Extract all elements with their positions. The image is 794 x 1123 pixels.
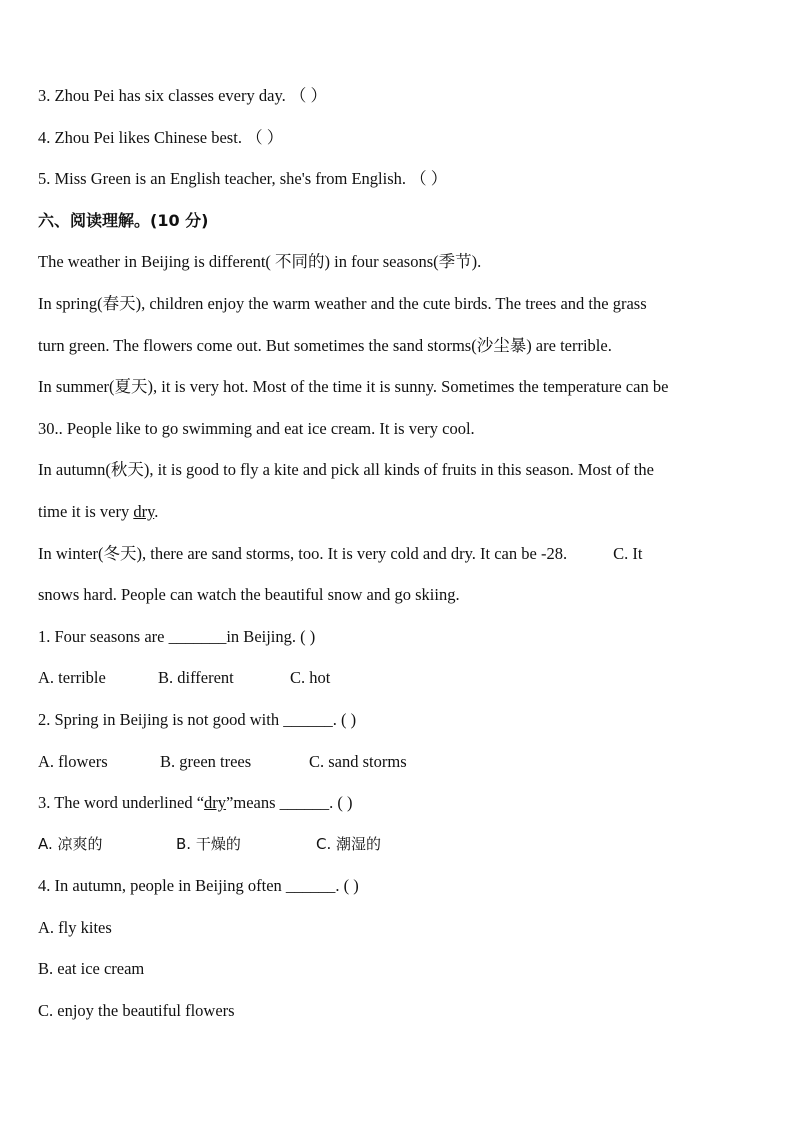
passage-line: snows hard. People can watch the beautiful snow and go skiing. [38,585,460,605]
true-false-item-4: 4. Zhou Pei likes Chinese best. （ ） [38,127,284,147]
option-c: C. sand storms [309,751,407,771]
option-b: B. eat ice cream [38,959,145,979]
question-2-stem: 2. Spring in Beijing is not good with ______. ( ) [38,709,357,729]
section-heading: 六、阅读理解。(10 分) [38,210,209,230]
question-3-stem [38,782,760,824]
question-1-stem: 1. Four seasons are _______in Beijing. ( ) [38,626,316,646]
option-a: A. flowers [38,751,108,771]
underlined-word-dry: dry [133,501,155,521]
option-a: A. 凉爽的 [38,834,103,853]
passage-line: In spring(春天), children enjoy the warm weather and the cute birds. The trees and the grass [38,293,647,313]
passage-text: time it is very [38,501,134,521]
passage-line [38,533,760,575]
option-c: C. hot [290,668,331,688]
true-false-item-3: 3. Zhou Pei has six classes every day. （ ） [38,86,327,105]
option-c: C. 潮湿的 [316,834,382,853]
option-b: B. 干燥的 [176,834,241,853]
passage-line: In autumn(秋天), it is good to fly a kite and pick all kinds of fruits in this season. Most of the [38,460,654,480]
question-text: ”means ______. ( ) [226,793,353,813]
option-c: C. enjoy the beautiful flowers [38,1001,235,1021]
passage-line: 30.. People like to go swimming and eat ice cream. It is very cool. [38,418,475,438]
option-b: B. green trees [160,751,252,771]
option-b: B. different [158,668,234,688]
option-a: A. fly kites [38,917,112,937]
option-a: A. terrible [38,668,106,688]
passage-line: The weather in Beijing is different( 不同的) in four seasons(季节). [38,252,482,272]
passage-line [38,491,760,533]
passage-line: In summer(夏天), it is very hot. Most of the time it is sunny. Sometimes the temperature can be [38,377,669,397]
passage-text: In winter(冬天), there are sand storms, too. It is very cold and dry. It can be -28. [38,543,568,563]
true-false-item-5: 5. Miss Green is an English teacher, she's from English. （ ） [38,169,448,189]
question-1-options [38,657,760,699]
question-3-options [38,824,760,866]
passage-line: turn green. The flowers come out. But sometimes the sand storms(沙尘暴) are terrible. [38,335,612,355]
passage-text: C. It [613,543,643,563]
worksheet-page [38,75,760,1032]
underlined-word-dry: dry [204,793,227,813]
question-text: 3. The word underlined “ [38,793,205,813]
passage-text: . [154,501,159,521]
question-4-stem: 4. In autumn, people in Beijing often ______. ( ) [38,876,359,896]
question-2-options [38,741,760,783]
